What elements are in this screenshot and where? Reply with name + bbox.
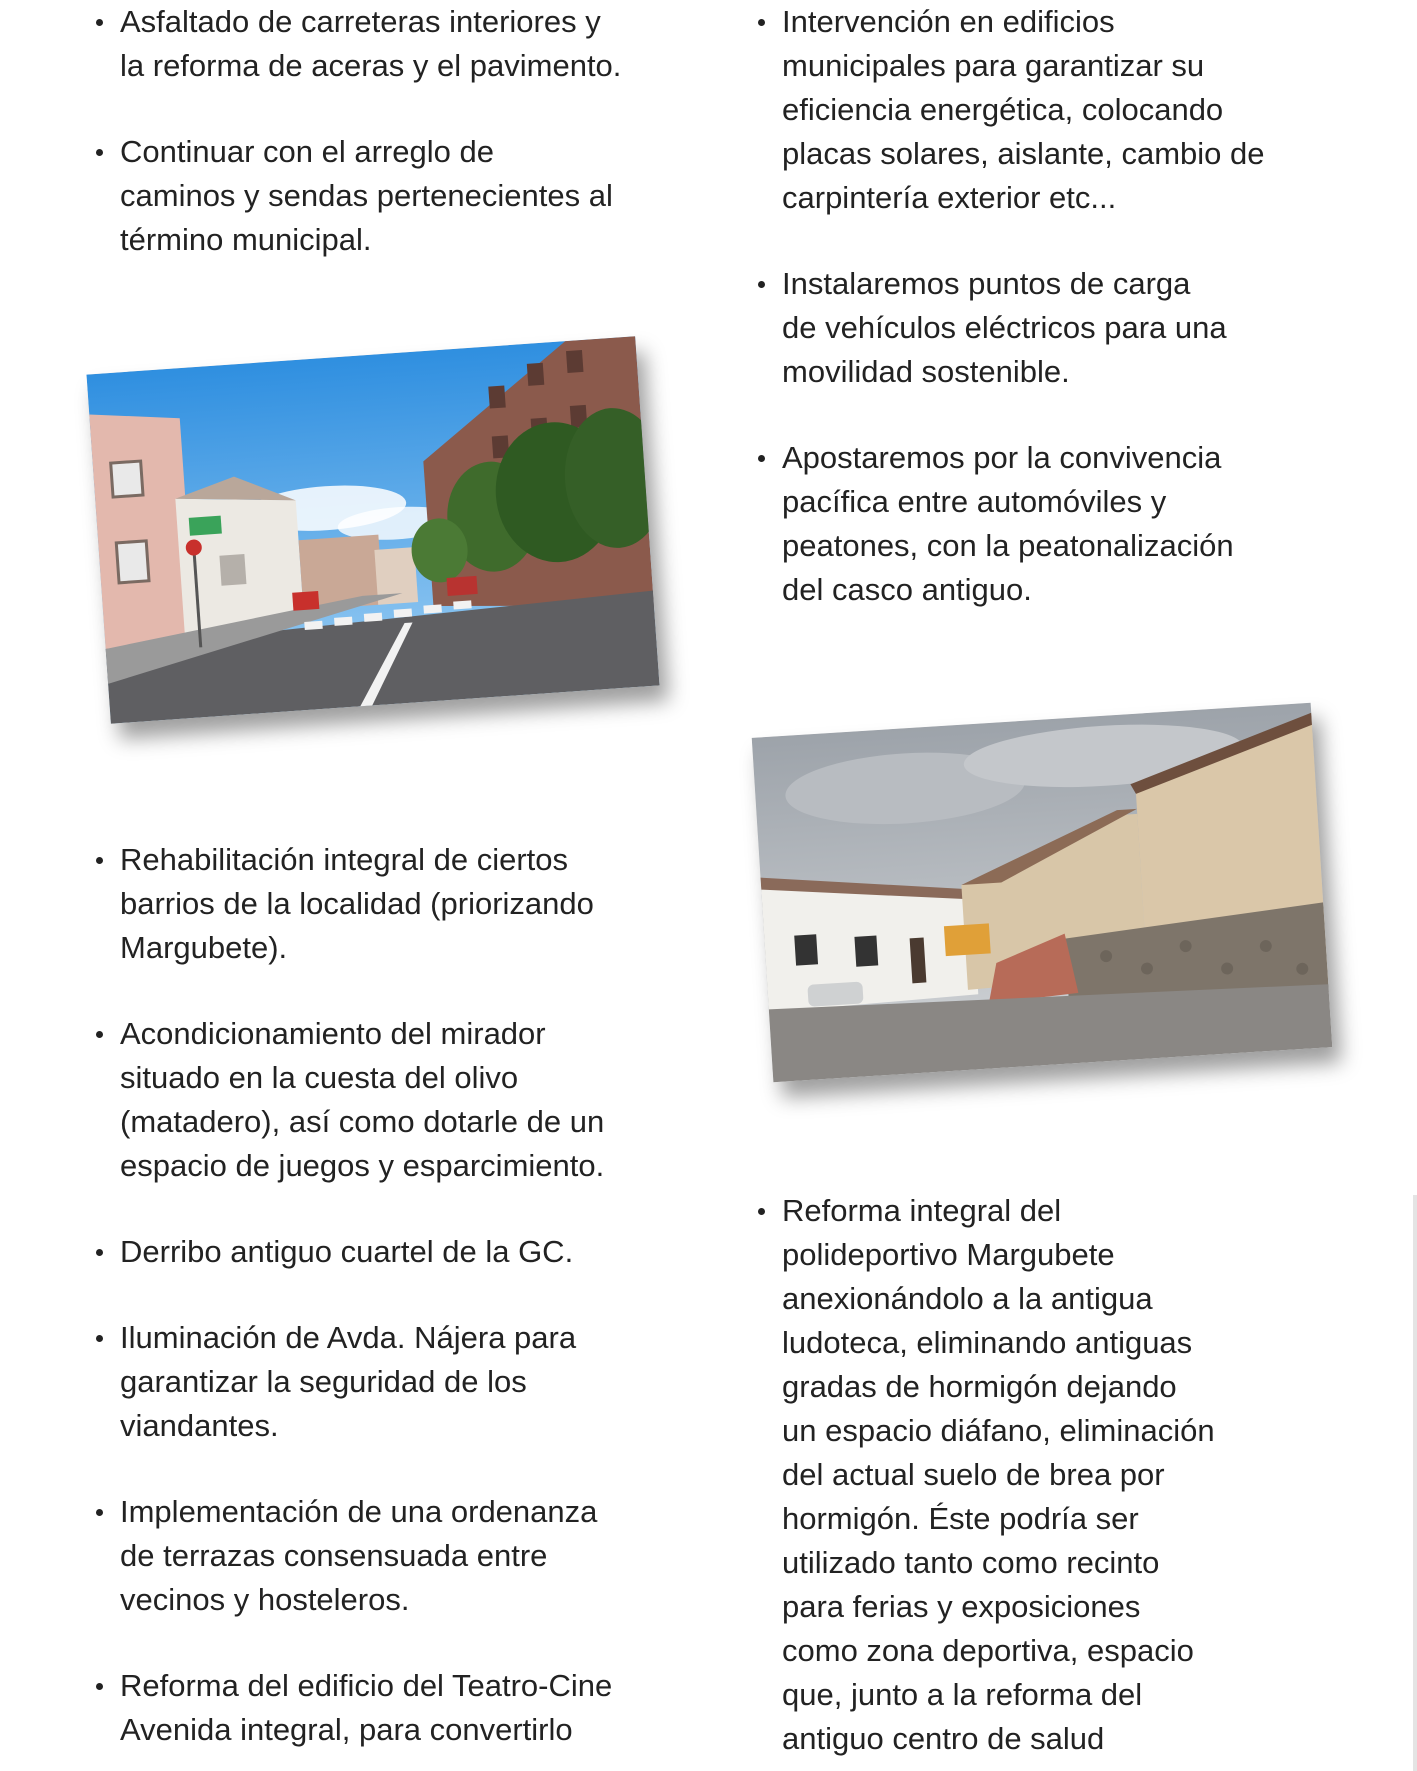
street-photo	[86, 336, 659, 724]
bullet-item: Asfaltado de carreteras interiores y la reforma de aceras y el pavimento.	[90, 0, 690, 88]
bullet-item: Acondicionamiento del mirador situado en la cuesta del olivo (matadero), así como dotarle de un espacio de juegos y esparcimiento.	[90, 1012, 690, 1188]
bullet-item: Implementación de una ordenanza de terrazas consensuada entre vecinos y hosteleros.	[90, 1490, 690, 1622]
left-top-list-container	[90, 0, 690, 262]
left-bottom-bullet-list	[90, 838, 690, 1752]
bullet-item: Iluminación de Avda. Nájera para garantizar la seguridad de los viandantes.	[90, 1316, 690, 1448]
bullet-item: Rehabilitación integral de ciertos barrios de la localidad (priorizando Margubete).	[90, 838, 690, 970]
bullet-item: Intervención en edificios municipales para garantizar su eficiencia energética, colocando placas solares, aislante, cambio de carpintería exterior etc...	[752, 0, 1352, 220]
left-top-bullet-list	[90, 0, 690, 262]
building-photo-image	[752, 703, 1333, 1082]
bullet-item: Reforma del edificio del Teatro-Cine Avenida integral, para convertirlo	[90, 1664, 690, 1752]
right-top-list-container	[752, 0, 1352, 612]
street-photo-image	[86, 336, 659, 724]
bullet-item: Instalaremos puntos de carga de vehículos eléctricos para una movilidad sostenible.	[752, 262, 1352, 394]
right-bottom-list-container	[752, 1189, 1352, 1761]
bullet-item: Apostaremos por la convivencia pacífica entre automóviles y peatones, con la peatonalización del casco antiguo.	[752, 436, 1352, 612]
bullet-item: Continuar con el arreglo de caminos y sendas pertenecientes al término municipal.	[90, 130, 690, 262]
scrollbar-track[interactable]	[1413, 1195, 1417, 1771]
right-bottom-bullet-list	[752, 1189, 1352, 1761]
building-photo	[752, 703, 1333, 1082]
bullet-item: Reforma integral del polideportivo Margubete anexionándolo a la antigua ludoteca, eliminando antiguas gradas de hormigón dejando un espacio diáfano, eliminación del actual suelo de brea por hormigón. Éste podría ser utilizado tanto como recinto para ferias y exposiciones como zona deportiva, espacio que, junto a la reforma del antiguo centro de salud	[752, 1189, 1352, 1761]
left-bottom-list-container	[90, 838, 690, 1752]
bullet-item: Derribo antiguo cuartel de la GC.	[90, 1230, 690, 1274]
right-top-bullet-list	[752, 0, 1352, 612]
